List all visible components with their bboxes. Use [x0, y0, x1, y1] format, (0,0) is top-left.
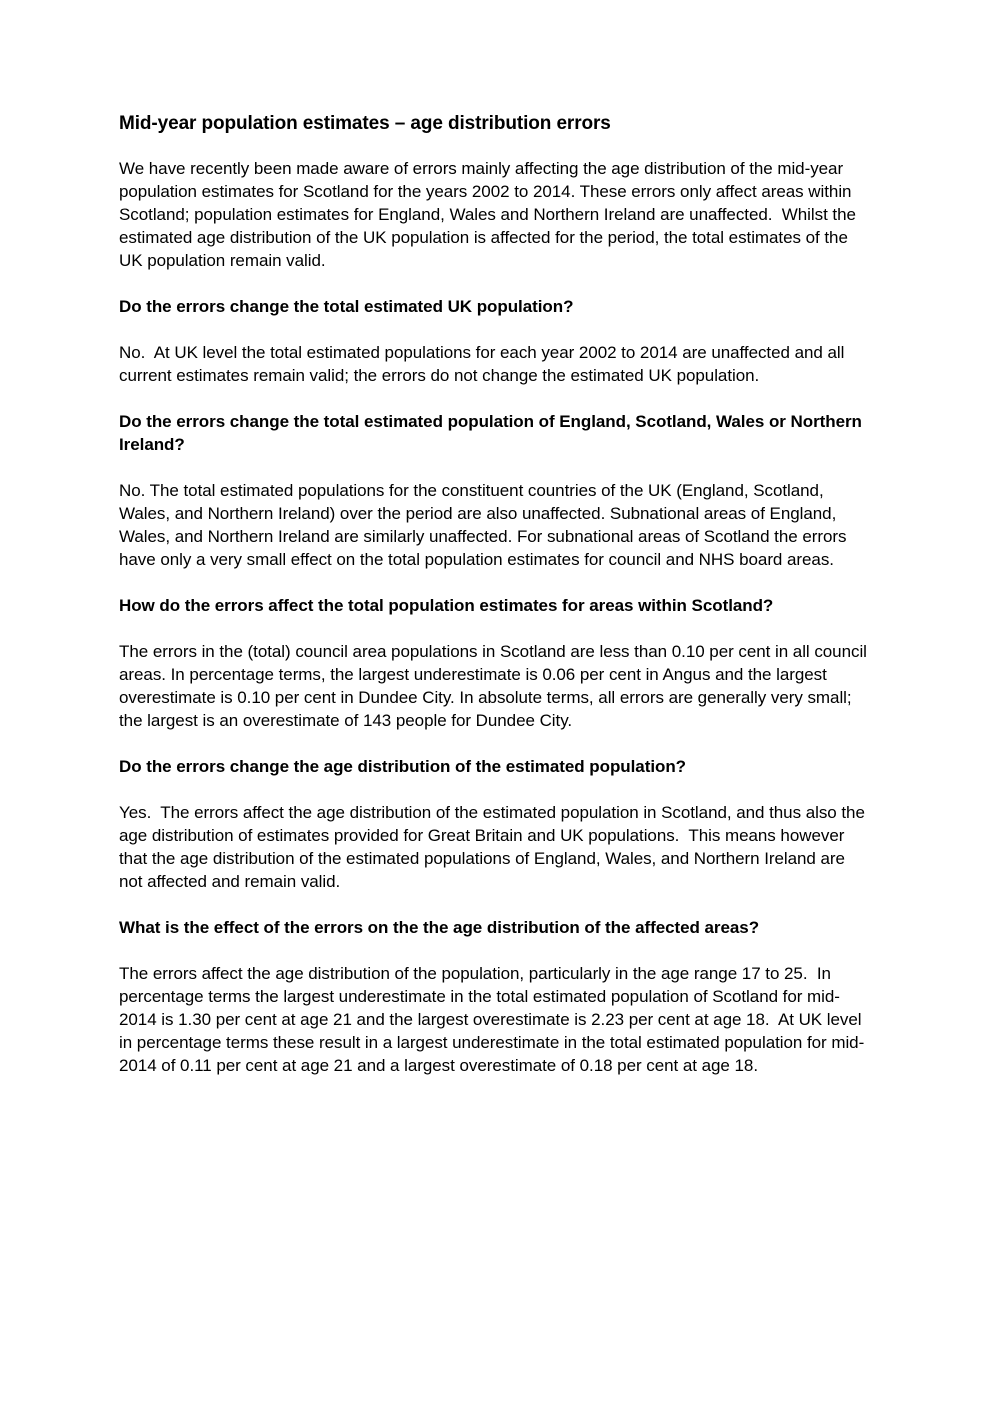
page-title: Mid-year population estimates – age distribution errors — [119, 113, 611, 134]
question-heading-4: Do the errors change the age distribution of the estimated population? — [119, 757, 686, 776]
answer-paragraph-1: No. At UK level the total estimated populations for each year 2002 to 2014 are unaffected and all current estimates remain valid; the errors do not change the estimated UK population. — [119, 343, 850, 385]
question-heading-2: Do the errors change the total estimated population of England, Scotland, Wales or Northern Ireland? — [119, 412, 862, 454]
answer-paragraph-5: The errors affect the age distribution of the population, particularly in the age range 17 to 25. In percentage terms the largest underestimate in the total estimated population of Scotland for mid-2014 is 1.30 per cent at age 21 and the largest overestimate is 2.23 per cent at age 18. At UK level in percentage terms these result in a largest underestimate in the total estimated population for mid-2014 of 0.11 per cent at age 21 and a largest overestimate of 0.18 per cent at age 18. — [119, 964, 867, 1075]
answer-paragraph-4: Yes. The errors affect the age distribution of the estimated population in Scotland, and thus also the age distribution of estimates provided for Great Britain and UK populations. This means however that the age distribution of the estimated populations of England, Wales, and Northern Ireland are not affected and remain valid. — [119, 803, 870, 891]
question-heading-5: What is the effect of the errors on the the age distribution of the affected areas? — [119, 918, 760, 937]
question-heading-1: Do the errors change the total estimated UK population? — [119, 297, 574, 316]
intro-paragraph: We have recently been made aware of errors mainly affecting the age distribution of the mid-year population estimates for Scotland for the years 2002 to 2014. These errors only affect areas within Scotland; population estimates for England, Wales and Northern Ireland are unaffected. Whilst the estimated age distribution of the UK population is affected for the period, the total estimates of the UK population remain valid. — [119, 159, 861, 270]
document-body — [119, 112, 871, 1077]
question-heading-3: How do the errors affect the total population estimates for areas within Scotland? — [119, 596, 774, 615]
answer-paragraph-3: The errors in the (total) council area populations in Scotland are less than 0.10 per cent in all council areas. In percentage terms, the largest underestimate is 0.06 per cent in Angus and the largest overestimate is 0.10 per cent in Dundee City. In absolute terms, all errors are generally very small; the largest is an overestimate of 143 people for Dundee City. — [119, 642, 872, 730]
answer-paragraph-2: No. The total estimated populations for the constituent countries of the UK (England, Scotland, Wales, and Northern Ireland) over the period are also unaffected. Subnational areas of England, Wales, and Northern Ireland are similarly unaffected. For subnational areas of Scotland the errors have only a very small effect on the total population estimates for council and NHS board areas. — [119, 481, 852, 569]
